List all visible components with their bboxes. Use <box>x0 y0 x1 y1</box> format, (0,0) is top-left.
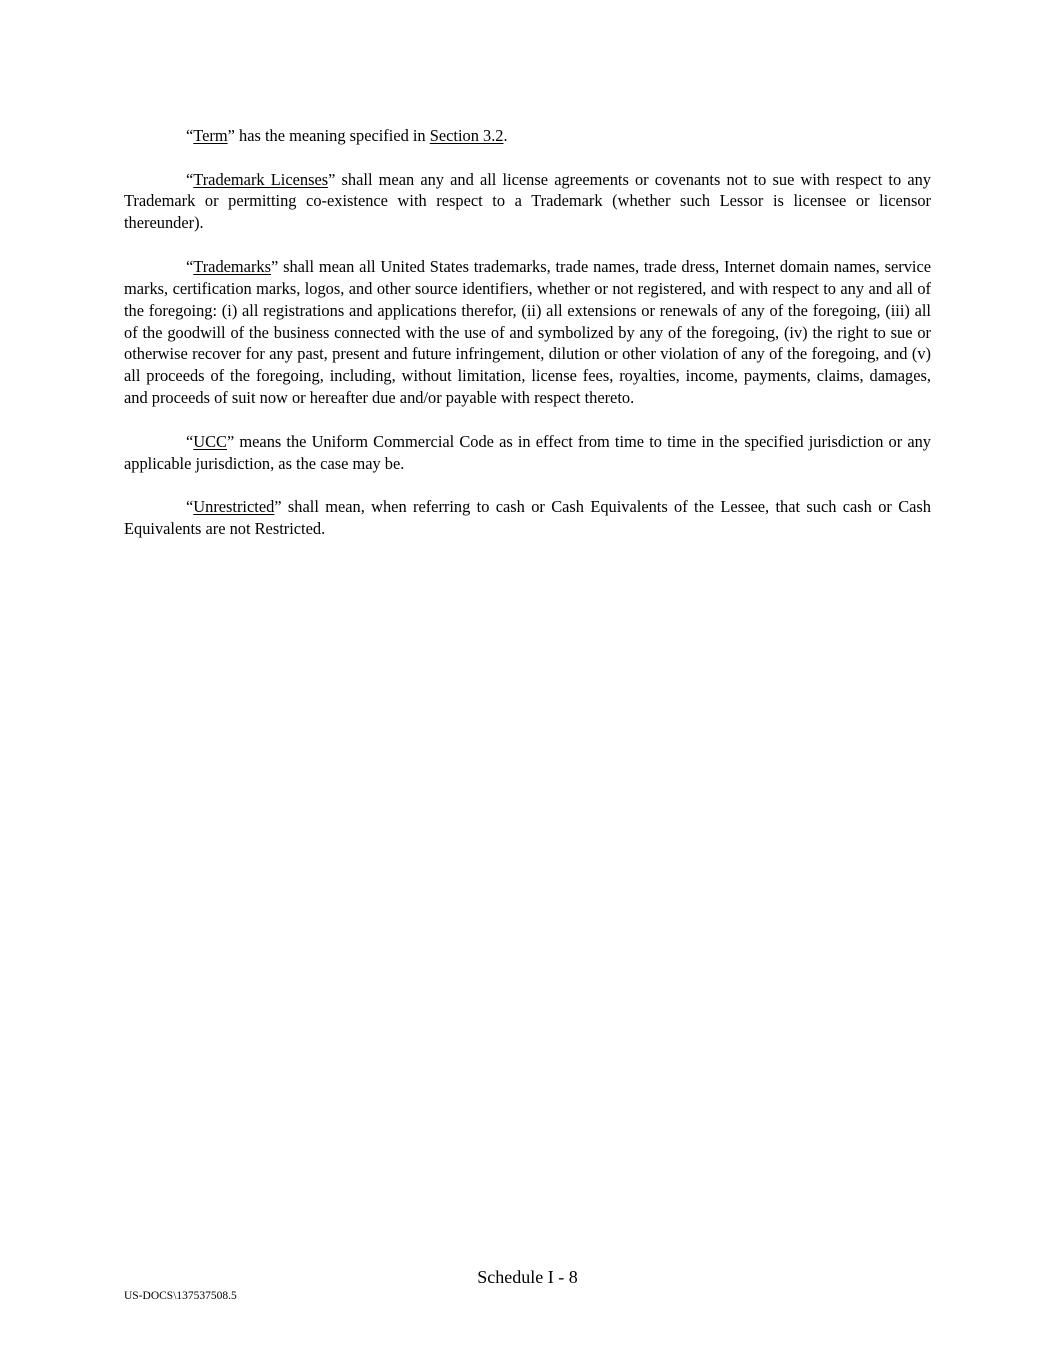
open-quote: “ <box>186 497 194 517</box>
defined-term: Unrestricted <box>193 497 275 517</box>
open-quote: “ <box>186 126 194 145</box>
close-quote: ” <box>328 169 336 189</box>
close-quote: ” <box>227 126 235 145</box>
definition-text: shall mean any and all license agreements or covenants not to sue with respect to any Trademark or permitting co-existence with respect to a Trademark (whether such Lessor is licensee or licensor thereunder). <box>124 169 931 233</box>
definition-trademarks <box>124 256 931 409</box>
definition-ucc <box>124 431 931 475</box>
open-quote: “ <box>186 431 194 451</box>
close-quote: ” <box>226 431 235 451</box>
defined-term: Trademarks <box>193 256 271 276</box>
defined-term: UCC <box>193 431 227 451</box>
open-quote: “ <box>186 256 194 276</box>
definitions-body <box>124 125 931 562</box>
definition-text: shall mean, when referring to cash or Cash Equivalents of the Lessee, that such cash or Cash Equivalents are not Restricted. <box>124 497 931 539</box>
section-reference: Section 3.2 <box>429 126 504 145</box>
page-footer-label: Schedule I - 8 <box>477 1267 578 1287</box>
close-quote: ” <box>274 497 282 517</box>
definition-unrestricted <box>124 496 931 540</box>
definition-trademark-licenses <box>124 169 931 235</box>
open-quote: “ <box>186 169 194 189</box>
definition-text-end: . <box>503 126 508 145</box>
definition-text: means the Uniform Commercial Code as in effect from time to time in the specified jurisdiction or any applicable jurisdiction, as the case may be. <box>124 431 931 473</box>
definition-term <box>124 125 931 147</box>
document-id: US-DOCS\137537508.5 <box>124 1290 237 1302</box>
close-quote: ” <box>270 256 279 276</box>
definition-text: shall mean all United States trademarks, trade names, trade dress, Internet domain names, service marks, certification marks, logos, and other source identifiers, whether or not registered, and with respect to any and all of the foregoing: (i) all registrations and applications therefor, (ii) all extensions or renewals of any of the foregoing, (iii) all of the goodwill of the business connected with the use of and symbolized by any of the foregoing, (iv) the right to sue or otherwise recover for any past, present and future infringement, dilution or other violation of any of the foregoing, and (v) all proceeds of the foregoing, including, without limitation, license fees, royalties, income, payments, claims, damages, and proceeds of suit now or hereafter due and/or payable with respect thereto. <box>124 256 931 408</box>
defined-term: Term <box>193 126 228 145</box>
definition-text: has the meaning specified in <box>234 126 430 145</box>
defined-term: Trademark Licenses <box>193 169 329 189</box>
